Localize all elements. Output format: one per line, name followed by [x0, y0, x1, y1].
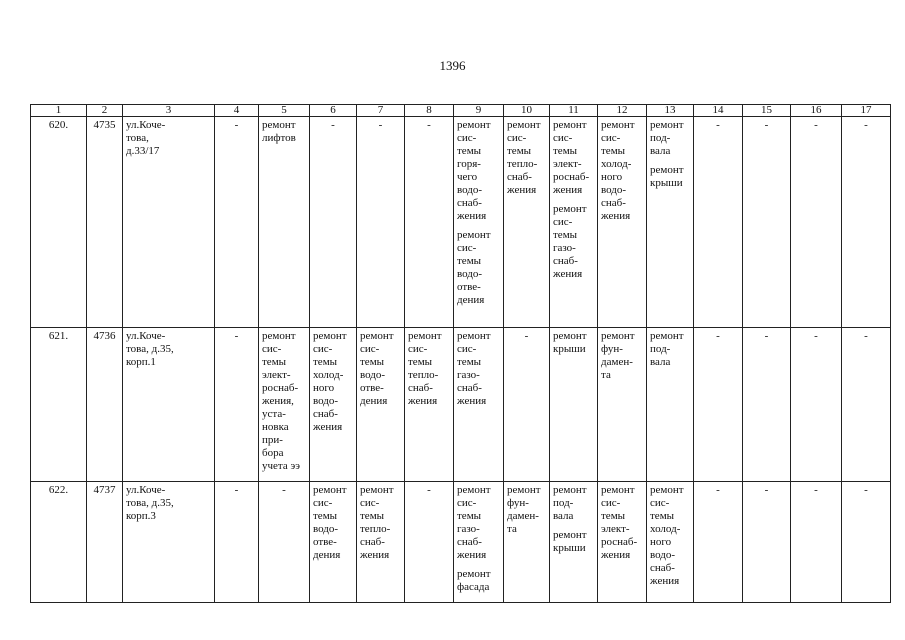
work-item: ремонт сис- темы тепло- снаб- жения: [507, 119, 541, 196]
work-item: ремонт сис- темы тепло- снаб- жения: [408, 330, 442, 407]
empty-dash: -: [234, 119, 239, 131]
column-number-16: 16: [791, 105, 842, 117]
work-item: ремонт под- вала: [553, 484, 587, 522]
empty-dash: -: [814, 484, 818, 496]
column-number-5: 5: [259, 105, 310, 117]
work-cell-col-16: [791, 482, 842, 603]
work-item: ремонт сис- темы водо- отве- дения: [313, 484, 347, 561]
work-item: ремонт сис- темы элект- роснаб- жения: [553, 119, 590, 196]
empty-dash: -: [814, 119, 818, 131]
empty-dash: -: [234, 484, 239, 496]
column-number-8: 8: [405, 105, 454, 117]
work-cell-col-13: [647, 328, 694, 482]
column-number-14: 14: [694, 105, 743, 117]
column-number-2: 2: [87, 105, 123, 117]
building-code: 4735: [87, 117, 123, 328]
work-cell-col-12: [598, 328, 647, 482]
work-item: ремонт сис- темы газо- снаб- жения: [457, 330, 491, 407]
column-number-4: 4: [215, 105, 259, 117]
work-item: ремонт крыши: [553, 529, 587, 554]
work-cell-col-7: [357, 328, 405, 482]
empty-dash: -: [764, 330, 769, 342]
work-cell-col-4: [215, 328, 259, 482]
column-number-row: [31, 105, 891, 117]
empty-dash: -: [764, 484, 769, 496]
column-number-9: 9: [454, 105, 504, 117]
work-cell-col-12: [598, 482, 647, 603]
column-number-13: 13: [647, 105, 694, 117]
work-cell-col-14: [694, 482, 743, 603]
empty-dash: -: [716, 484, 720, 496]
work-cell-col-10: [504, 117, 550, 328]
work-item: ремонт под- вала: [650, 119, 684, 157]
column-number-17: 17: [842, 105, 891, 117]
work-cell-col-8: [405, 328, 454, 482]
work-cell-col-15: [743, 482, 791, 603]
work-cell-col-17: [842, 328, 891, 482]
row-number: 622.: [31, 482, 87, 603]
work-item: ремонт сис- темы холод- ного водо- снаб- жения: [313, 330, 347, 433]
work-item: ремонт сис- темы тепло- снаб- жения: [360, 484, 394, 561]
building-code: 4737: [87, 482, 123, 603]
empty-dash: -: [331, 119, 335, 131]
work-item: ремонт сис- темы водо- отве- дения: [457, 229, 491, 306]
work-item: ремонт сис- темы холод- ного водо- снаб- жения: [601, 119, 635, 222]
work-cell-col-9: [454, 482, 504, 603]
row-number: 621.: [31, 328, 87, 482]
column-number-10: 10: [504, 105, 550, 117]
work-item: ремонт под- вала: [650, 330, 684, 368]
column-number-6: 6: [310, 105, 357, 117]
building-address: ул.Коче- това, д.33/17: [123, 117, 215, 328]
work-item: ремонт фун- дамен- та: [507, 484, 541, 535]
page-number: 1396: [439, 58, 466, 73]
empty-dash: -: [864, 119, 868, 131]
work-cell-col-16: [791, 328, 842, 482]
work-cell-col-15: [743, 117, 791, 328]
work-cell-col-8: [405, 482, 454, 603]
work-cell-col-7: [357, 117, 405, 328]
work-item: ремонт лифтов: [262, 119, 296, 144]
work-cell-col-17: [842, 482, 891, 603]
work-cell-col-13: [647, 117, 694, 328]
work-cell-col-12: [598, 117, 647, 328]
column-number-12: 12: [598, 105, 647, 117]
empty-dash: -: [378, 119, 383, 131]
work-cell-col-11: [550, 117, 598, 328]
work-cell-col-11: [550, 328, 598, 482]
empty-dash: -: [716, 330, 720, 342]
column-number-11: 11: [550, 105, 598, 117]
work-item: ремонт сис- темы холод- ного водо- снаб- жения: [650, 484, 684, 587]
work-cell-col-13: [647, 482, 694, 603]
building-address: ул.Коче- това, д.35, корп.1: [123, 328, 215, 482]
work-cell-col-6: [310, 117, 357, 328]
empty-dash: -: [427, 484, 431, 496]
work-item: ремонт сис- темы элект- роснаб- жения, уста- новка при- бора учета ээ: [262, 330, 300, 472]
repair-schedule-table: [30, 104, 891, 603]
work-cell-col-5: [259, 117, 310, 328]
work-cell-col-16: [791, 117, 842, 328]
table-row: [31, 482, 891, 603]
work-item: ремонт крыши: [650, 164, 684, 189]
empty-dash: -: [814, 330, 818, 342]
work-cell-col-15: [743, 328, 791, 482]
column-number-15: 15: [743, 105, 791, 117]
table-row: [31, 117, 891, 328]
work-cell-col-5: [259, 328, 310, 482]
building-code: 4736: [87, 328, 123, 482]
table-row: [31, 328, 891, 482]
work-item: ремонт фун- дамен- та: [601, 330, 635, 381]
work-item: ремонт сис- темы элект- роснаб- жения: [601, 484, 638, 561]
work-cell-col-9: [454, 117, 504, 328]
work-item: ремонт крыши: [553, 330, 587, 355]
work-cell-col-10: [504, 328, 550, 482]
work-cell-col-4: [215, 117, 259, 328]
work-item: ремонт сис- темы водо- отве- дения: [360, 330, 394, 407]
empty-dash: -: [427, 119, 431, 131]
work-cell-col-6: [310, 328, 357, 482]
row-number: 620.: [31, 117, 87, 328]
empty-dash: -: [864, 330, 868, 342]
column-number-1: 1: [31, 105, 87, 117]
building-address: ул.Коче- това, д.35, корп.3: [123, 482, 215, 603]
work-cell-col-8: [405, 117, 454, 328]
empty-dash: -: [524, 330, 529, 342]
work-item: ремонт сис- темы горя- чего водо- снаб- жения: [457, 119, 491, 222]
empty-dash: -: [234, 330, 239, 342]
empty-dash: -: [864, 484, 868, 496]
work-cell-col-6: [310, 482, 357, 603]
empty-dash: -: [716, 119, 720, 131]
work-cell-col-10: [504, 482, 550, 603]
column-number-7: 7: [357, 105, 405, 117]
work-cell-col-7: [357, 482, 405, 603]
work-cell-col-14: [694, 328, 743, 482]
work-cell-col-4: [215, 482, 259, 603]
empty-dash: -: [282, 484, 286, 496]
work-item: ремонт фасада: [457, 568, 491, 593]
column-number-3: 3: [123, 105, 215, 117]
work-cell-col-17: [842, 117, 891, 328]
work-cell-col-5: [259, 482, 310, 603]
work-item: ремонт сис- темы газо- снаб- жения: [457, 484, 491, 561]
work-cell-col-11: [550, 482, 598, 603]
work-item: ремонт сис- темы газо- снаб- жения: [553, 203, 587, 280]
work-cell-col-14: [694, 117, 743, 328]
work-cell-col-9: [454, 328, 504, 482]
empty-dash: -: [764, 119, 769, 131]
